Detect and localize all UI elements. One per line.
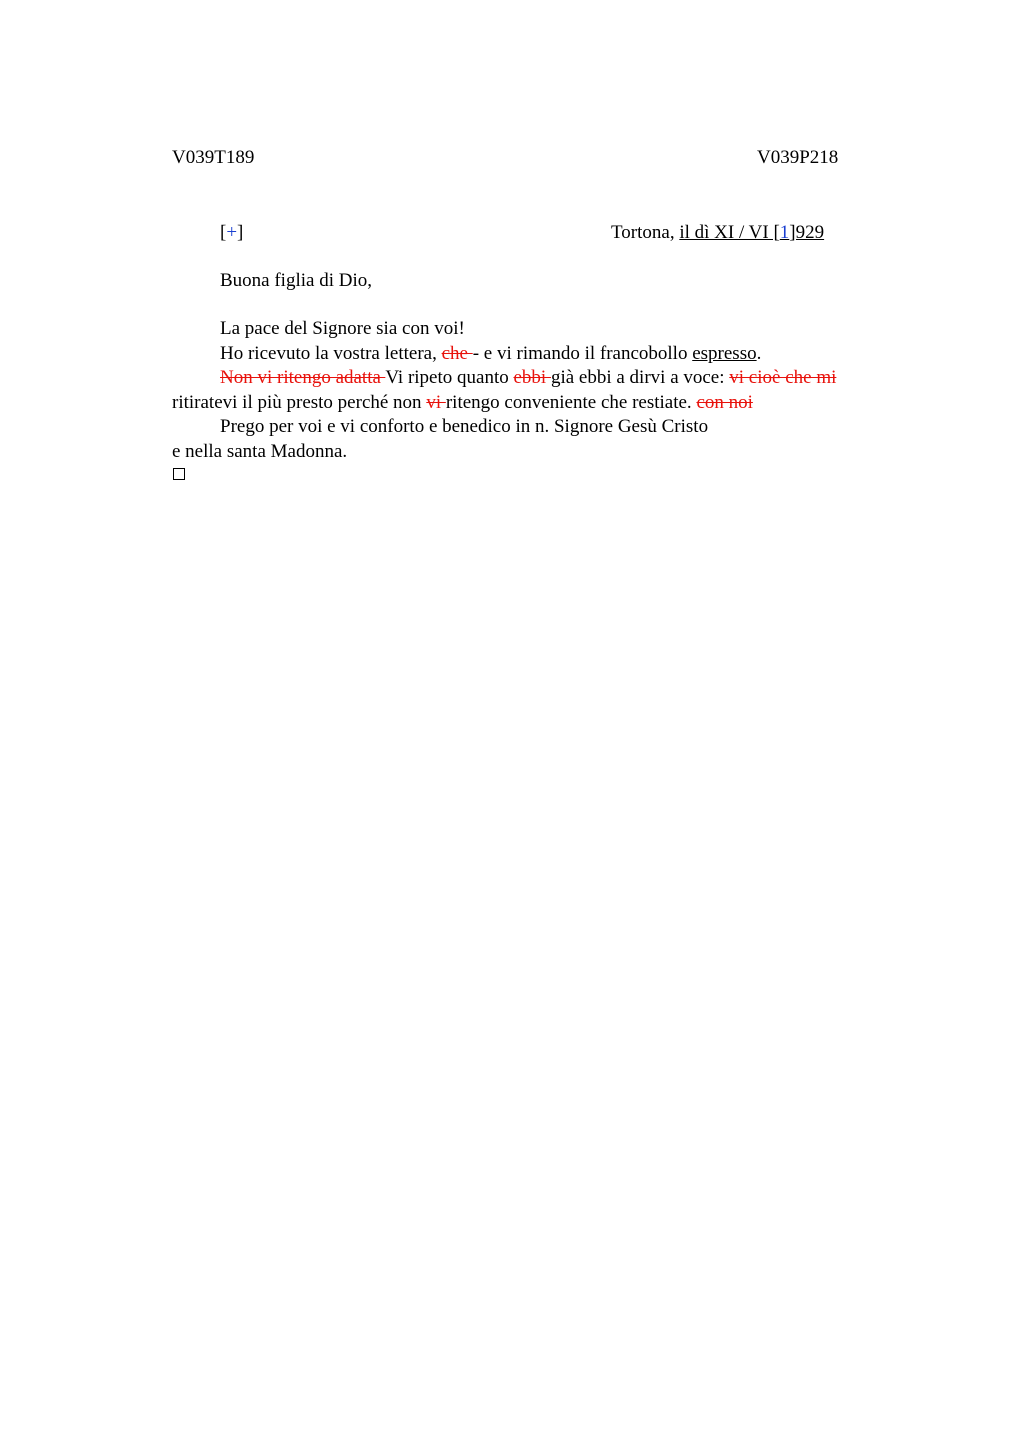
text-segment: ritengo conveniente che restiate.	[445, 391, 697, 413]
body-line-3	[172, 366, 862, 391]
page-id-right: V039P218	[757, 147, 839, 168]
deleted-text: con noi	[696, 391, 753, 413]
text-segment: già ebbi a dirvi a voce:	[550, 367, 730, 388]
marker-open-bracket: [	[220, 222, 227, 243]
body-line-2	[172, 342, 862, 367]
salutation: Buona figlia di Dio,	[220, 270, 372, 291]
letter-body	[172, 317, 862, 464]
body-line-5: Prego per voi e vi conforto e benedico in n. Signore Gesù Cristo	[220, 416, 709, 437]
deleted-text: vi	[426, 391, 446, 413]
body-line-1: La pace del Signore sia con voi!	[220, 318, 465, 339]
text-segment: - e vi rimando il francobollo	[472, 342, 693, 364]
underlined-text: espresso	[692, 342, 757, 364]
place-name: Tortona,	[611, 222, 680, 243]
deleted-text: vi cioè che mi	[729, 367, 837, 388]
text-segment: Vi ripeto quanto	[385, 367, 514, 388]
deleted-text: che	[441, 342, 473, 364]
letter-date	[679, 222, 824, 243]
text-segment: .	[756, 342, 762, 364]
date-bracket-digit: 1	[779, 222, 790, 243]
page-id-left: V039T189	[172, 147, 255, 168]
deleted-text: ebbi	[513, 367, 551, 388]
date-part-2: ]929	[789, 222, 825, 243]
cross-marker	[220, 221, 243, 245]
cross-symbol: +	[226, 222, 238, 243]
date-part-1: il dì XI / VI [	[679, 222, 780, 243]
deleted-text: Non vi ritengo adatta	[220, 367, 386, 388]
text-segment: Ho ricevuto la vostra lettera,	[220, 342, 442, 364]
text-segment: ritiratevi il più presto perché non	[172, 391, 427, 413]
end-box-icon	[173, 468, 185, 480]
body-line-4	[172, 391, 862, 416]
place-date	[611, 221, 824, 245]
body-line-6: e nella santa Madonna.	[172, 440, 348, 462]
marker-close-bracket: ]	[237, 222, 244, 243]
